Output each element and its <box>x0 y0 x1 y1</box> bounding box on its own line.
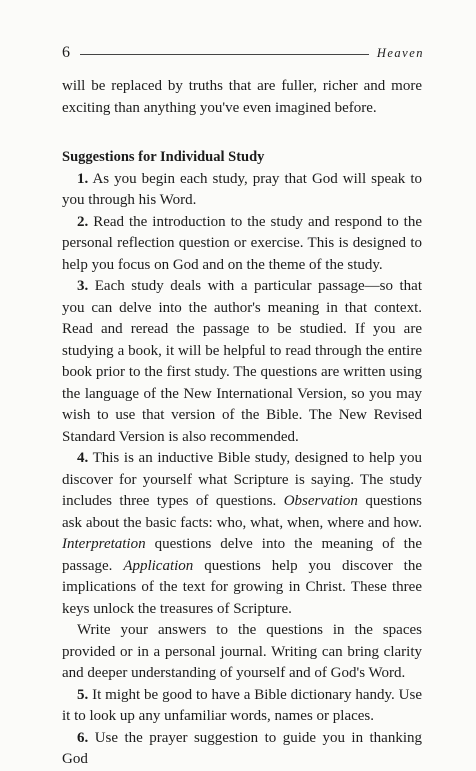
item-text: questions delve into the meaning of the passage. <box>62 536 422 574</box>
suggestion-paragraph <box>62 448 422 620</box>
suggestion-paragraph <box>62 685 422 728</box>
suggestion-paragraph <box>62 169 422 212</box>
item-number: 3. <box>77 278 89 294</box>
item-number: 6. <box>77 729 89 746</box>
item-text: As you begin each study, pray that God will speak to you through his Word. <box>62 170 422 208</box>
emphasis-interpretation: Interpretation <box>62 536 146 552</box>
page-body <box>62 76 422 771</box>
item-text: Each study deals with a particular passage—so that you can delve into the author's meaning in that context. Read and reread the passage to be studied. If you are studying a book, it will be helpful to read through the entire book prior to the first study. The questions are written using the language of the New International Version, so you may wish to use that version of the Bible. The New Revised Standard Version is also recommended. <box>62 278 422 445</box>
item-number: 4. <box>77 450 89 466</box>
item-number: 1. <box>77 170 89 187</box>
suggestion-paragraph <box>62 212 422 277</box>
header-rule <box>80 54 369 55</box>
item-text: It might be good to have a Bible dictionary handy. Use it to look up any unfamiliar words, names or places. <box>62 686 422 724</box>
item-number: 5. <box>77 686 89 703</box>
item-number: 2. <box>77 213 89 230</box>
item-text: questions help you discover the implications of the text for growing in Christ. These three keys unlock the treasures of Scripture. <box>62 557 422 617</box>
section-heading: Suggestions for Individual Study <box>62 149 265 165</box>
running-header <box>62 43 424 63</box>
item-text: This is an inductive Bible study, designed to help you discover for yourself what Scripture is saying. The study includes three types of questions. <box>62 450 422 509</box>
item-text: Write your answers to the questions in the spaces provided or in a personal journal. Writing can bring clarity and deeper understanding of yourself and of God's Word. <box>62 622 422 681</box>
suggestion-paragraph <box>62 276 422 448</box>
page-number: 6 <box>62 44 70 61</box>
continuation-paragraph: will be replaced by truths that are fuller, richer and more exciting than anything you've even imagined before. <box>62 78 422 116</box>
emphasis-application: Application <box>123 557 194 574</box>
item-text: questions ask about the basic facts: who, what, when, where and how. <box>62 493 422 531</box>
suggestion-paragraph <box>62 620 422 685</box>
suggestion-paragraph <box>62 728 422 771</box>
item-text: Read the introduction to the study and respond to the personal reflection question or exercise. This is designed to help you focus on God and on the theme of the study. <box>62 213 422 273</box>
item-text: Use the prayer suggestion to guide you in thanking God <box>62 729 422 767</box>
running-title: Heaven <box>376 46 424 60</box>
emphasis-observation: Observation <box>283 493 358 509</box>
